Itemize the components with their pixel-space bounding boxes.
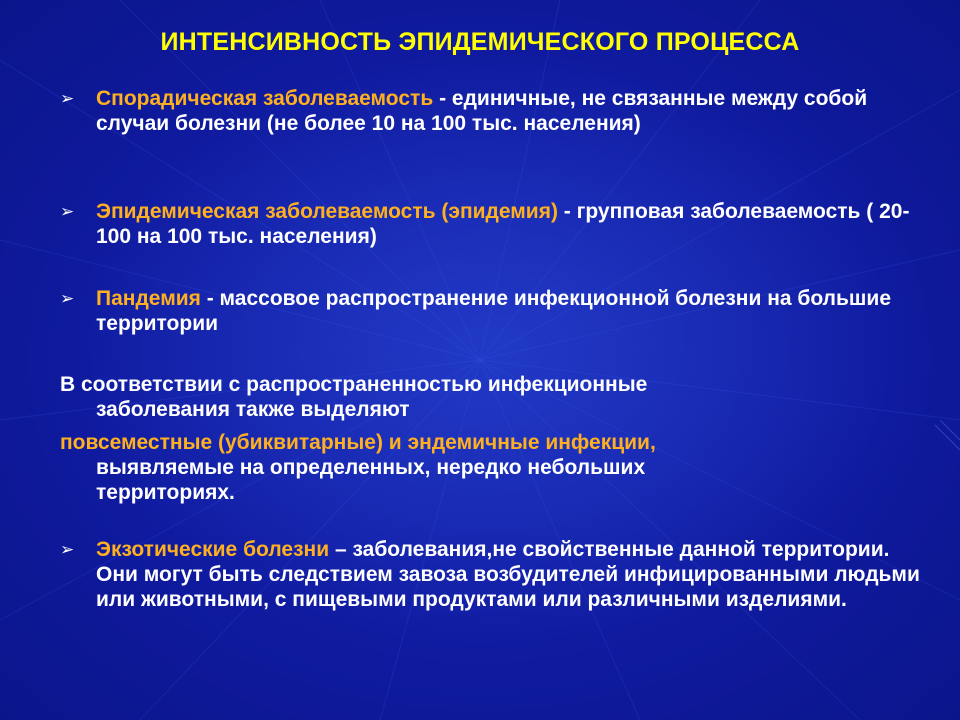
list-item-pandemic <box>60 286 920 336</box>
list-item-sporadic <box>60 86 920 136</box>
slide-title: ИНТЕНСИВНОСТЬ ЭПИДЕМИЧЕСКОГО ПРОЦЕССА <box>160 28 800 56</box>
list-item-text <box>96 199 920 249</box>
list-item-epidemic <box>60 199 920 249</box>
paragraph-line: территориях. <box>96 481 235 504</box>
definition-pandemic: - массовое распространение инфекционной болезни на большие территории <box>96 287 892 335</box>
paragraph-endemic <box>60 430 920 505</box>
term-ubiquitous-endemic: повсеместные (убиквитарные) и эндемичные инфекции, <box>60 431 656 454</box>
bullet-arrow-icon: ➢ <box>60 89 75 108</box>
term-pandemic: Пандемия <box>96 287 201 310</box>
definition-epidemic: - групповая заболеваемость ( 20-100 на 100 тыс. населения) <box>96 200 910 248</box>
list-item-text <box>96 86 920 136</box>
paragraph-prevalence <box>60 372 920 422</box>
bullet-arrow-icon: ➢ <box>60 540 75 559</box>
definition-sporadic: - единичные, не связанные между собой случаи болезни (не более 10 на 100 тыс. населения) <box>96 87 868 135</box>
list-item-text <box>96 286 920 336</box>
paragraph-line: выявляемые на определенных, нередко небольших <box>96 456 646 479</box>
list-item-exotic <box>60 537 920 612</box>
term-sporadic: Спорадическая заболеваемость <box>96 87 434 110</box>
term-exotic: Экзотические болезни <box>96 538 330 561</box>
paragraph-line: В соответствии с распространенностью инфекционные <box>60 373 648 396</box>
list-item-text <box>96 537 920 612</box>
term-epidemic: Эпидемическая заболеваемость (эпидемия) <box>96 200 558 223</box>
definition-exotic: – заболевания,не свойственные данной территории. Они могут быть следствием завоза возбудителей инфицированными людьми или животными, с пищевыми продуктами или различными изделиями. <box>96 538 920 611</box>
bullet-arrow-icon: ➢ <box>60 202 75 221</box>
bullet-arrow-icon: ➢ <box>60 289 75 308</box>
paragraph-line: заболевания также выделяют <box>96 398 410 421</box>
